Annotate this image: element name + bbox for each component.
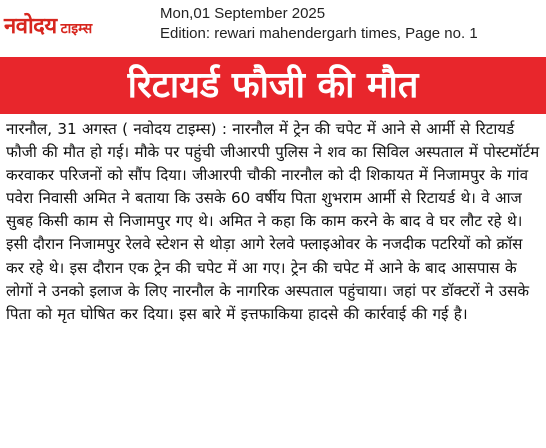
newspaper-logo (4, 10, 92, 40)
logo-sub-text: टाइम्स (60, 21, 93, 37)
edition-info: Edition: rewari mahendergarh times, Page no. 1 (160, 25, 478, 42)
article-headline: रिटायर्ड फौजी की मौत (127, 65, 419, 106)
edition-meta (160, 4, 478, 44)
masthead (0, 0, 546, 56)
logo-main-text: नवोदय (4, 14, 57, 39)
publication-date: Mon,01 September 2025 (160, 5, 326, 22)
article-body: नारनौल, 31 अगस्त ( नवोदय टाइम्स) : नारनौल में ट्रेन की चपेट में आने से आर्मी से रिटायर्ड फौजी की मौत हो गई। मौके पर पहुंची जीआरपी पुलिस ने शव का सिविल अस्पताल में पोस्टमॉर्टम करवाकर परिजनों को सौंप दिया। जीआरपी चौकी नारनौल को दी शिकायत में निजामपुर के गांव पवेरा निवासी अमित ने बताया कि उसके 60 वर्षीय पिता शुभराम आर्मी से रिटायर्ड थे। वे आज सुबह किसी काम से निजामपुर गए थे। अमित ने कहा कि काम करने के बाद वे घर लौट रहे थे। इसी दौरान निजामपुर रेलवे स्टेशन से थोड़ा आगे रेलवे फ्लाइओवर के नजदीक पटरियों को क्रॉस कर रहे थे। इस दौरान एक ट्रेन की चपेट में आ गए। ट्रेन की चपेट में आने के बाद आसपास के लोगों ने उनको इलाज के लिए नारनौल के नागरिक अस्पताल पहुंचाया। जहां पर डॉक्टरों ने उसके पिता को मृत घोषित कर दिया। इस बारे में इत्तफाकिया हादसे की कार्रवाई की गई है। (6, 120, 540, 323)
headline-band (0, 57, 546, 114)
